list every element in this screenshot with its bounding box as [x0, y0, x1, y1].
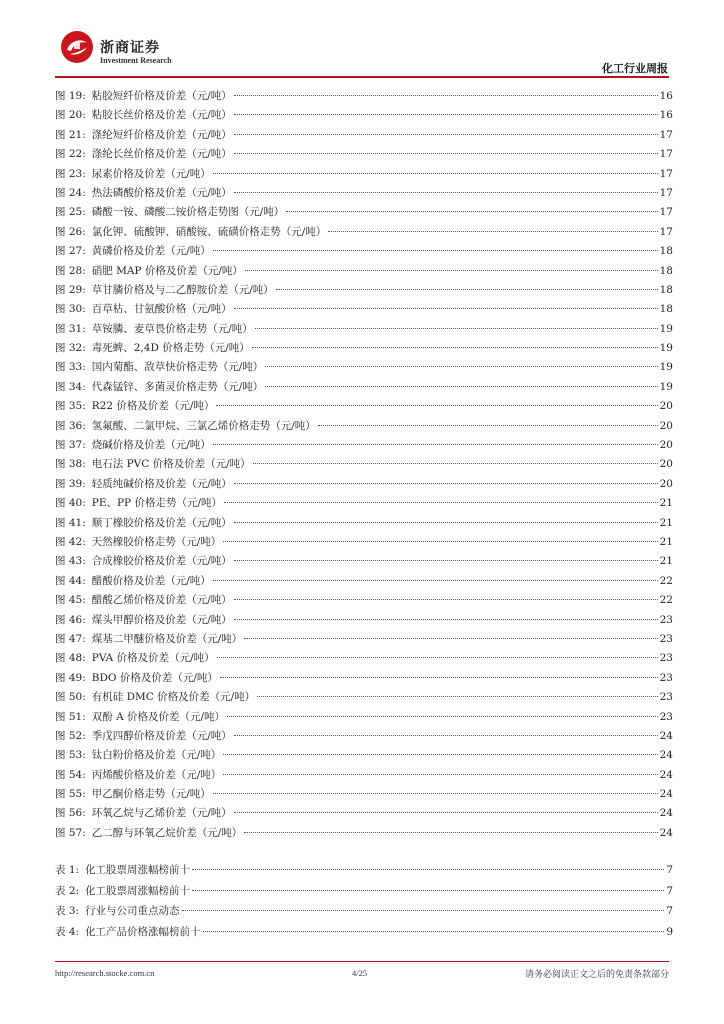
toc-entry[interactable] [55, 185, 673, 204]
dot-leader [213, 444, 658, 445]
toc-entry[interactable] [55, 379, 673, 398]
toc-entry[interactable] [55, 476, 673, 495]
toc-entry[interactable] [55, 728, 673, 747]
toc-entry-page: 18 [659, 283, 673, 296]
toc-entry[interactable] [55, 553, 673, 572]
toc-entry-page: 23 [659, 710, 673, 723]
toc-entry-title: 醋酸价格及价差（元/吨） [91, 574, 211, 587]
toc-entry-title: 粘胶长丝价格及价差（元/吨） [91, 109, 232, 122]
footer-disclaimer: 请务必阅读正文之后的免责条款部分 [524, 970, 669, 980]
dot-leader [217, 657, 658, 658]
toc-entry-label: 图 20: [55, 109, 86, 122]
toc-entry-title: 毒死蜱、2,4D 价格走势（元/吨） [91, 342, 250, 355]
page-header [0, 0, 724, 80]
dot-leader [182, 910, 665, 911]
toc-entry-page: 17 [659, 225, 673, 238]
toc-entry-page: 24 [659, 729, 673, 742]
toc-entry-page: 20 [659, 419, 673, 432]
toc-entry[interactable] [55, 650, 673, 669]
brand-name: 浙商证券 [100, 40, 160, 56]
toc-entry-page: 18 [659, 264, 673, 277]
toc-entry-label: 图 44: [55, 574, 86, 587]
dot-leader [234, 153, 658, 154]
toc-entry-title: 粘胶短纤价格及价差（元/吨） [91, 90, 232, 102]
dot-leader [192, 869, 664, 870]
toc-entry-page: 19 [659, 361, 673, 374]
toc-entry-page: 17 [659, 128, 673, 141]
dot-leader [257, 696, 657, 697]
toc-entry-label: 图 26: [55, 225, 86, 238]
toc-entry-title: 电石法 PVC 价格及价差（元/吨） [91, 458, 251, 471]
toc-entry-label: 图 42: [55, 535, 86, 548]
toc-entry[interactable] [55, 224, 673, 243]
toc-entry[interactable] [55, 398, 673, 417]
dot-leader [192, 890, 664, 891]
toc-entry-page: 9 [666, 925, 673, 938]
toc-entry[interactable] [55, 359, 673, 378]
toc-entry-title: 尿素价格及价差（元/吨） [91, 167, 211, 180]
toc-entry-label: 图 51: [55, 710, 86, 723]
footer-url-link[interactable]: http://research.stocke.com.cn [55, 968, 155, 978]
toc-entry[interactable] [55, 166, 673, 185]
toc-entry-page: 19 [659, 380, 673, 393]
toc-entry[interactable] [55, 631, 673, 650]
toc-entry-page: 24 [659, 788, 673, 801]
toc-entry[interactable] [55, 204, 673, 223]
toc-entry[interactable] [55, 456, 673, 475]
toc-entry-label: 图 24: [55, 186, 86, 199]
toc-entry-page: 21 [659, 497, 673, 510]
toc-entry-label: 表 2: [55, 884, 80, 897]
toc-entry-label: 图 34: [55, 380, 86, 393]
toc-entry-label: 图 19: [55, 90, 86, 102]
toc-entry-label: 图 37: [55, 439, 86, 452]
toc-entry[interactable] [55, 709, 673, 728]
toc-entry[interactable] [55, 805, 673, 824]
toc-entry-title: 化工股票周涨幅榜前十 [85, 864, 191, 877]
toc-entry-title: 草铵膦、麦草畏价格走势（元/吨） [91, 322, 253, 335]
toc-entry-title: 天然橡胶价格走势（元/吨） [91, 535, 222, 548]
toc-entry-title: 合成橡胶价格及价差（元/吨） [91, 555, 232, 568]
toc-entry-title: 氯化钾、硫酸钾、硝酸铵、硫磺价格走势（元/吨） [91, 225, 327, 238]
toc-entry[interactable] [55, 689, 673, 708]
toc-entry-title: 草甘膦价格及与二乙醇胺价差（元/吨） [91, 283, 274, 296]
toc-entry[interactable] [55, 670, 673, 689]
toc-entry-title: BDO 价格及价差（元/吨） [91, 671, 218, 684]
toc-entry-page: 20 [659, 477, 673, 490]
list-gap [55, 844, 673, 862]
toc-entry[interactable] [55, 146, 673, 165]
toc-entry-title: 化工产品价格涨幅榜前十 [85, 925, 201, 938]
toc-entry[interactable] [55, 282, 673, 301]
toc-entry-page: 17 [659, 186, 673, 199]
dot-leader [213, 173, 658, 174]
toc-entry-label: 图 57: [55, 826, 86, 839]
toc-entry-title: R22 价格及价差（元/吨） [91, 400, 215, 413]
report-title: 化工行业周报 [602, 62, 668, 75]
toc-entry-label: 图 48: [55, 652, 86, 665]
toc-entry-label: 图 50: [55, 691, 86, 704]
toc-entry-page: 7 [666, 864, 673, 877]
dot-leader [252, 347, 658, 348]
dot-leader [234, 599, 658, 600]
table-list [55, 862, 673, 944]
toc-entry[interactable] [55, 495, 673, 514]
dot-leader [234, 95, 658, 96]
toc-entry-page: 18 [659, 245, 673, 258]
toc-entry-title: 煤基二甲醚价格及价差（元/吨） [91, 632, 243, 645]
toc-entry-label: 图 28: [55, 264, 86, 277]
toc-entry-title: 黄磷价格及价差（元/吨） [91, 245, 211, 258]
dot-leader [213, 250, 658, 251]
dot-leader [220, 677, 658, 678]
dot-leader [286, 211, 657, 212]
toc-entry-title: 钛白粉价格及价差（元/吨） [91, 749, 222, 762]
dot-leader [234, 812, 658, 813]
toc-entry-page: 23 [659, 632, 673, 645]
toc-entry-label: 图 39: [55, 477, 86, 490]
page-number: 4/25 [352, 968, 368, 978]
toc-entry[interactable] [55, 301, 673, 320]
toc-entry-page: 7 [666, 884, 673, 897]
toc-entry-title: 氢氟酸、二氯甲烷、三氯乙烯价格走势（元/吨） [91, 419, 316, 432]
toc-entry-label: 图 56: [55, 807, 86, 820]
dot-leader [223, 774, 657, 775]
dot-leader [255, 328, 658, 329]
toc-entry-title: 涤纶长丝价格及价差（元/吨） [91, 148, 232, 161]
dot-leader [328, 231, 657, 232]
toc-entry-title: 有机硅 DMC 价格及价差（元/吨） [91, 691, 256, 704]
toc-entry-label: 图 49: [55, 671, 86, 684]
dot-leader [227, 716, 658, 717]
toc-entry[interactable] [55, 418, 673, 437]
toc-entry-label: 图 54: [55, 768, 86, 781]
toc-entry-label: 图 52: [55, 729, 86, 742]
toc-entry-title: 国内菊酯、敌草快价格走势（元/吨） [91, 361, 264, 374]
dot-leader [216, 405, 657, 406]
footer-divider [55, 961, 669, 962]
toc-entry-page: 24 [659, 826, 673, 839]
toc-entry-page: 23 [659, 652, 673, 665]
toc-entry-title: 乙二醇与环氧乙烷价差（元/吨） [91, 826, 243, 839]
toc-entry[interactable] [55, 437, 673, 456]
toc-entry-label: 图 43: [55, 555, 86, 568]
toc-entry-title: 热法磷酸价格及价差（元/吨） [91, 186, 232, 199]
toc-entry-title: 代森锰锌、多菌灵价格走势（元/吨） [91, 380, 264, 393]
toc-entry-title: 丙烯酸价格及价差（元/吨） [91, 768, 222, 781]
toc-entry-page: 21 [659, 516, 673, 529]
toc-entry-page: 17 [659, 206, 673, 219]
toc-entry-label: 表 4: [55, 925, 80, 938]
toc-entry-title: 顺丁橡胶价格及价差（元/吨） [91, 516, 232, 529]
toc-entry[interactable] [55, 747, 673, 766]
toc-entry[interactable] [55, 127, 673, 146]
toc-entry-page: 19 [659, 322, 673, 335]
toc-entry[interactable] [55, 340, 673, 359]
toc-entry-label: 表 3: [55, 905, 80, 918]
toc-entry[interactable] [55, 107, 673, 126]
toc-entry-label: 图 36: [55, 419, 86, 432]
dot-leader [213, 580, 658, 581]
toc-entry-title: 季戊四醇价格及价差（元/吨） [91, 729, 232, 742]
toc-entry-page: 20 [659, 439, 673, 452]
toc-entry-label: 图 22: [55, 148, 86, 161]
toc-entry-label: 图 23: [55, 167, 86, 180]
toc-entry[interactable] [55, 883, 673, 904]
toc-entry[interactable] [55, 515, 673, 534]
toc-entry[interactable] [55, 767, 673, 786]
toc-entry-title: 化工股票周涨幅榜前十 [85, 884, 191, 897]
figure-list [55, 88, 673, 844]
toc-entry-label: 图 45: [55, 594, 86, 607]
toc-entry-title: 环氧乙烷与乙烯价差（元/吨） [91, 807, 232, 820]
toc-entry-title: 煤头甲醇价格及价差（元/吨） [91, 613, 232, 626]
toc-entry-label: 图 27: [55, 245, 86, 258]
dot-leader [244, 638, 657, 639]
toc-entry-title: 双酚 A 价格及价差（元/吨） [91, 710, 226, 723]
toc-entry-label: 图 21: [55, 128, 86, 141]
toc-entry-page: 24 [659, 749, 673, 762]
dot-leader [234, 114, 658, 115]
toc-entry-label: 图 38: [55, 458, 86, 471]
toc-entry[interactable] [55, 88, 673, 107]
toc-entry-label: 图 46: [55, 613, 86, 626]
dot-leader [234, 522, 658, 523]
toc-entry-page: 18 [659, 303, 673, 316]
toc-entry-page: 20 [659, 400, 673, 413]
toc-entry-page: 7 [666, 905, 673, 918]
toc-entry-page: 22 [659, 574, 673, 587]
toc-entry[interactable] [55, 786, 673, 805]
toc-entry-page: 16 [659, 90, 673, 102]
dot-leader [234, 483, 658, 484]
toc-entry-label: 表 1: [55, 864, 80, 877]
toc-entry[interactable] [55, 825, 673, 844]
toc-entry[interactable] [55, 924, 673, 945]
toc-entry-page: 24 [659, 807, 673, 820]
dot-leader [318, 425, 658, 426]
toc-entry-label: 图 31: [55, 322, 86, 335]
dot-leader [213, 793, 658, 794]
toc-entry-page: 20 [659, 458, 673, 471]
table-of-contents [55, 88, 673, 944]
toc-entry[interactable] [55, 903, 673, 924]
toc-entry-page: 23 [659, 613, 673, 626]
toc-entry-page: 17 [659, 167, 673, 180]
dot-leader [203, 931, 665, 932]
toc-entry-title: 磷酸一铵、磷酸二铵价格走势图（元/吨） [91, 206, 285, 219]
dot-leader [234, 619, 658, 620]
toc-entry-label: 图 29: [55, 283, 86, 296]
toc-entry-title: PVA 价格及价差（元/吨） [91, 652, 215, 665]
dot-leader [234, 735, 658, 736]
toc-entry-label: 图 40: [55, 497, 86, 510]
toc-entry-label: 图 41: [55, 516, 86, 529]
toc-entry-page: 16 [659, 109, 673, 122]
toc-entry[interactable] [55, 534, 673, 553]
dot-leader [234, 134, 658, 135]
dot-leader [276, 289, 658, 290]
toc-entry-page: 21 [659, 555, 673, 568]
toc-entry-title: 烧碱价格及价差（元/吨） [91, 439, 211, 452]
toc-entry-title: 甲乙酮价格走势（元/吨） [91, 788, 211, 801]
toc-entry[interactable] [55, 592, 673, 611]
toc-entry-title: 轻质纯碱价格及价差（元/吨） [91, 477, 232, 490]
toc-entry-title: 行业与公司重点动态 [85, 905, 180, 918]
toc-entry[interactable] [55, 862, 673, 883]
zheshang-logo-icon [60, 30, 94, 64]
dot-leader [234, 308, 658, 309]
toc-entry-label: 图 32: [55, 342, 86, 355]
dot-leader [245, 270, 658, 271]
toc-entry[interactable] [55, 321, 673, 340]
header-divider [55, 76, 669, 78]
toc-entry-label: 图 33: [55, 361, 86, 374]
dot-leader [234, 560, 658, 561]
toc-entry-label: 图 35: [55, 400, 86, 413]
toc-entry-page: 23 [659, 691, 673, 704]
dot-leader [265, 386, 657, 387]
toc-entry-page: 17 [659, 148, 673, 161]
toc-entry-title: 硝肥 MAP 价格及价差（元/吨） [91, 264, 243, 277]
toc-entry-title: 涤纶短纤价格及价差（元/吨） [91, 128, 232, 141]
toc-entry-page: 23 [659, 671, 673, 684]
toc-entry-label: 图 53: [55, 749, 86, 762]
dot-leader [253, 463, 658, 464]
toc-entry-page: 24 [659, 768, 673, 781]
toc-entry[interactable] [55, 573, 673, 592]
toc-entry-label: 图 47: [55, 632, 86, 645]
toc-entry-title: 醋酸乙烯价格及价差（元/吨） [91, 594, 232, 607]
toc-entry-page: 19 [659, 342, 673, 355]
toc-entry-title: PE、PP 价格走势（元/吨） [91, 497, 222, 510]
dot-leader [265, 366, 657, 367]
toc-entry-label: 图 55: [55, 788, 86, 801]
dot-leader [244, 832, 657, 833]
dot-leader [223, 541, 657, 542]
toc-entry-label: 图 30: [55, 303, 86, 316]
dot-leader [234, 192, 658, 193]
toc-entry-title: 百草枯、甘氨酸价格（元/吨） [91, 303, 232, 316]
toc-entry-page: 21 [659, 535, 673, 548]
toc-entry-label: 图 25: [55, 206, 86, 219]
dot-leader [223, 754, 657, 755]
toc-entry[interactable] [55, 243, 673, 262]
brand-subtitle: Investment Research [100, 56, 172, 65]
toc-entry[interactable] [55, 263, 673, 282]
toc-entry[interactable] [55, 612, 673, 631]
dot-leader [224, 502, 658, 503]
toc-entry-page: 22 [659, 594, 673, 607]
